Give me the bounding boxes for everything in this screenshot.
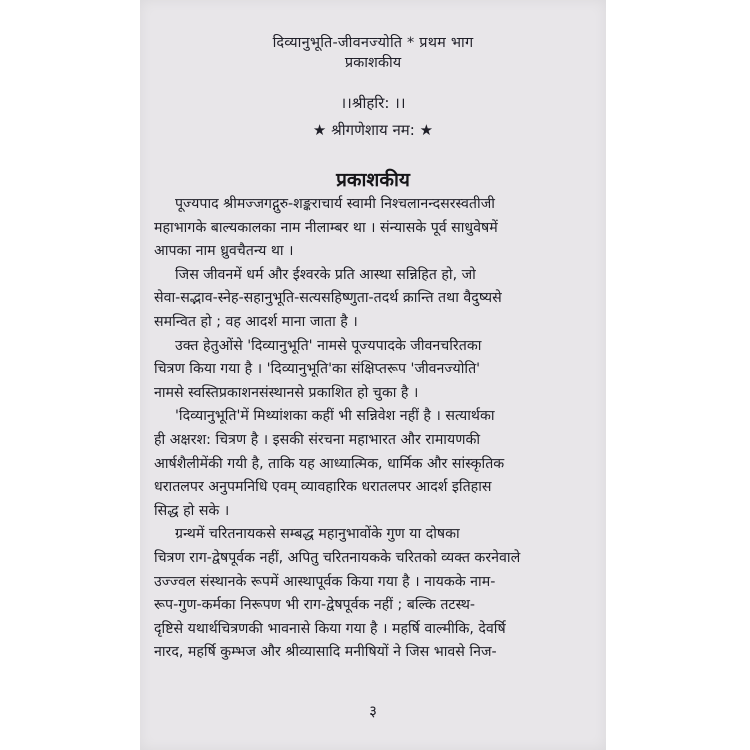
body-line: उज्ज्वल संस्थानके रूपमें आस्थापूर्वक किया गया है । नायकके नाम-: [154, 573, 496, 590]
body-line: चित्रण किया गया है । 'दिव्यानुभूति'का संक्षिप्तरूप 'जीवनज्योति': [154, 361, 481, 378]
body-line: आपका नाम ध्रुवचैतन्य था ।: [154, 243, 294, 260]
body-line: सिद्ध हो सके ।: [154, 502, 230, 519]
invocation-line-2: ★ श्रीगणेशाय नम: ★: [312, 121, 434, 139]
body-line: आर्षशैलीमेंकी गयी है, ताकि यह आध्यात्मिक, धार्मिक और सांस्कृतिक: [154, 455, 505, 472]
body-line: रूप-गुण-कर्मका निरूपण भी राग-द्वेषपूर्वक नहीं ; बल्कि तटस्थ-: [154, 597, 475, 614]
running-head-title: दिव्यानुभूति-जीवनज्योति * प्रथम भाग: [272, 35, 474, 51]
body-line: ही अक्षरश: चित्रण है । इसकी संरचना महाभारत और रामायणकी: [154, 431, 481, 448]
invocation-line-1: ।।श्रीहरि: ।।: [340, 94, 406, 112]
body-line: उक्त हेतुओंसे 'दिव्यानुभूति' नामसे पूज्यपादके जीवनचरितका: [175, 337, 482, 354]
body-line: चित्रण राग-द्वेषपूर्वक नहीं, अपितु चरितनायकके चरितको व्यक्त करनेवाले: [154, 549, 521, 566]
body-line: नारद, महर्षि कुम्भज और श्रीव्यासादि मनीषियों ने जिस भावसे निज-: [154, 644, 497, 661]
body-line: समन्वित हो ; वह आदर्श माना जाता है ।: [154, 313, 358, 330]
page-number: ३: [369, 702, 377, 720]
body-line: पूज्यपाद श्रीमज्जगद्गुरु-शङ्कराचार्य स्वामी निश्चलानन्दसरस्वतीजी: [175, 196, 495, 212]
body-line: नामसे स्वस्तिप्रकाशनसंस्थानसे प्रकाशित हो चुका है ।: [154, 384, 419, 401]
body-line: धरातलपर अनुपमनिधि एवम् व्यावहारिक धरातलपर आदर्श इतिहास: [154, 479, 492, 496]
body-text: [154, 193, 578, 665]
body-line: ग्रन्थमें चरितनायकसे सम्बद्ध महानुभावोंके गुण या दोषका: [175, 526, 460, 543]
running-head-subtitle: प्रकाशकीय: [344, 55, 402, 71]
section-heading: प्रकाशकीय: [336, 169, 410, 191]
body-line: दृष्टिसे यथार्थचित्रणकी भावनासे किया गया है । महर्षि वाल्मीकि, देवर्षि: [154, 620, 506, 637]
body-line: महाभागके बाल्यकालका नाम नीलाम्बर था । संन्यासके पूर्व साधुवेषमें: [154, 219, 498, 236]
body-line: सेवा-सद्भाव-स्नेह-सहानुभूति-सत्यसहिष्णुता-तदर्थ क्रान्ति तथा वैदुष्यसे: [154, 290, 502, 307]
body-line: जिस जीवनमें धर्म और ईश्वरके प्रति आस्था सन्निहित हो, जो: [175, 266, 476, 283]
body-line: 'दिव्यानुभूति'में मिथ्यांशका कहीं भी सन्निवेश नहीं है । सत्यार्थका: [175, 408, 495, 425]
